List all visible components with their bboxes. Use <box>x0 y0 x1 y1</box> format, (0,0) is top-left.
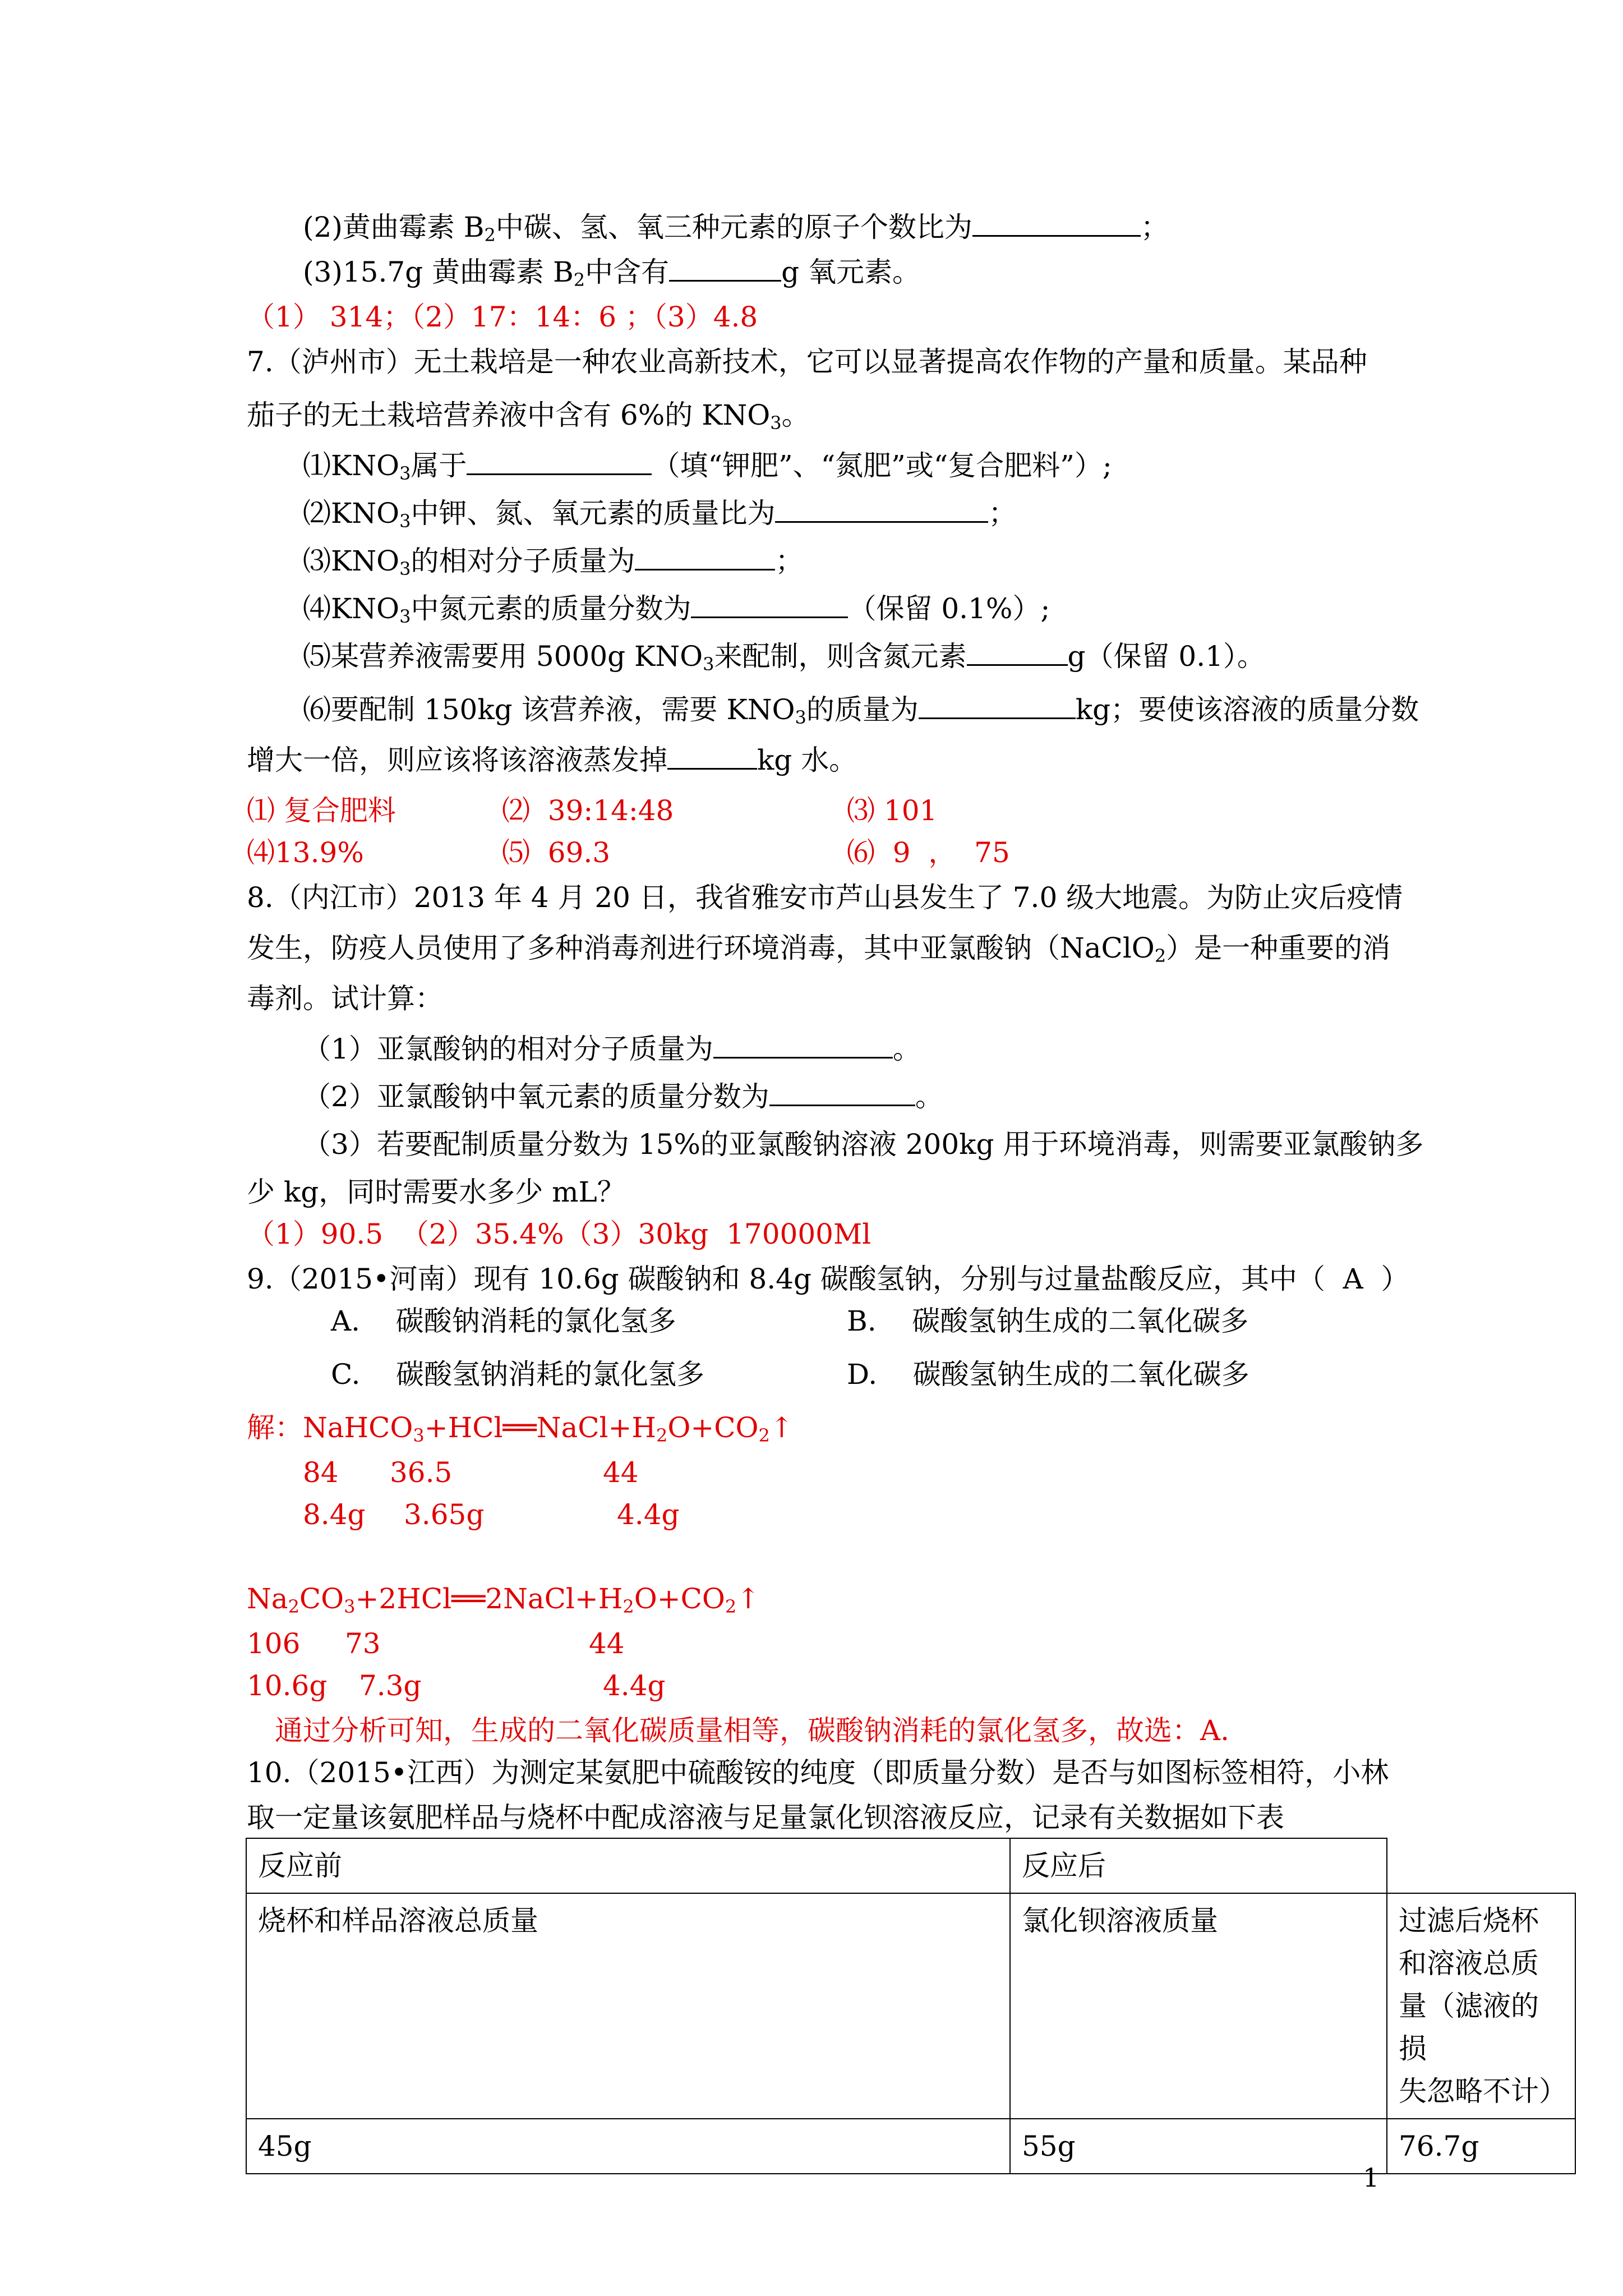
q7-part6: ⑹要配制 150kg 该营养液，需要 $KNO_3$的质量为 kg；要使该溶液的质量分数 <box>303 693 1419 728</box>
column-bacl2-mass: 氯化钡溶液质量 <box>1010 1893 1387 2119</box>
q8-part1: （1）亚氯酸钠的相对分子质量为 。 <box>303 1033 921 1065</box>
q9-option-d: D. 碳酸氢钠生成的二氧化碳多 <box>847 1358 1249 1391</box>
q10-stem-line1: 10.（2015•江西）为测定某氨肥中硫酸铵的纯度（即质量分数）是否与如图标签相符，小林 <box>247 1756 1389 1789</box>
value-cell: 55g <box>1010 2119 1387 2174</box>
answer-blank[interactable] <box>691 592 848 618</box>
q7-part3: $⑶KNO_3$的相对分子质量为 ； <box>303 545 804 579</box>
q9-ratio-2a: 106 <box>247 1627 301 1660</box>
column-after-filter: 过滤后烧杯 和溶液总质 量（滤液的损 失忽略不计） <box>1387 1893 1575 2119</box>
q8-part2: （2）亚氯酸钠中氧元素的质量分数为 。 <box>303 1080 943 1113</box>
header-cell-empty <box>1387 1838 1575 1893</box>
q9-ratio-1c: 44 <box>603 1456 639 1489</box>
q9-solution-eq2: $Na_2CO_3+2HCl══2NaCl+H_2O+CO_2↑$ <box>247 1582 760 1617</box>
header-cell-before: 反应前 <box>246 1838 1010 1893</box>
header-cell-after: 反应后 <box>1010 1838 1387 1893</box>
q7-answer-2: ⑵ 39:14:48 <box>502 794 674 827</box>
table-row <box>246 1893 1575 2119</box>
q8-part3: （3）若要配制质量分数为 15%的亚氯酸钠溶液 200kg 用于环境消毒，则需要亚氯酸钠多 <box>303 1128 1424 1161</box>
q10-stem-line2: 取一定量该氨肥样品与烧杯中配成溶液与足量氯化钡溶液反应，记录有关数据如下表 <box>247 1801 1284 1834</box>
page-number: 1 <box>1363 2162 1380 2193</box>
q7-stem-line1: 7.（泸州市）无土栽培是一种农业高新技术，它可以显著提高农作物的产量和质量。某品种 <box>247 346 1367 378</box>
answer-blank[interactable] <box>667 743 757 770</box>
q7-answer-6: ⑹ 9 ， 75 <box>847 836 1010 869</box>
q7-answer-1: ⑴ 复合肥料 <box>247 794 396 827</box>
q9-ratio-1b: 36.5 <box>390 1456 453 1489</box>
q8-stem-line3: 毒剂。试计算： <box>247 982 443 1015</box>
q7-answer-5: ⑸ 69.3 <box>502 836 611 869</box>
answer-blank[interactable] <box>635 544 775 570</box>
q9-solution-eq1: 解：$NaHCO_3+HCl══NaCl+H_2O+CO_2↑$ <box>247 1411 794 1446</box>
q9-mass-2a: 10.6g <box>247 1669 328 1702</box>
q6-part3: (3)15.7g 黄曲霉素 $B_2$中含有 g 氧元素。 <box>303 256 920 291</box>
value-cell: 76.7g <box>1387 2119 1575 2174</box>
q7-part5: ⑸某营养液需要用 5000g $KNO_3$来配制，则含氮元素 g（保留 0.1）。 <box>303 640 1265 675</box>
q9-conclusion: 通过分析可知，生成的二氧化碳质量相等，碳酸钠消耗的氯化氢多，故选：A. <box>275 1714 1230 1747</box>
answer-blank[interactable] <box>467 449 652 475</box>
answer-blank[interactable] <box>919 693 1076 719</box>
q9-option-a: A. 碳酸钠消耗的氯化氢多 <box>331 1305 676 1337</box>
q7-part6-cont: 增大一倍，则应该将该溶液蒸发掉 kg 水。 <box>247 744 857 776</box>
q7-part1: $⑴KNO_3$属于 （填“钾肥”、“氮肥”或“复合肥料”）; <box>303 449 1112 484</box>
q9-stem: 9.（2015•河南）现有 10.6g 碳酸钠和 8.4g 碳酸氢钠，分别与过量盐酸反应，其中（ A ） <box>247 1263 1409 1295</box>
q8-answer: （1）90.5 （2）35.4%（3）30kg 170000Ml <box>247 1218 872 1250</box>
answer-blank[interactable] <box>967 639 1068 666</box>
q9-option-b: B. 碳酸氢钠生成的二氧化碳多 <box>847 1305 1249 1337</box>
data-table <box>246 1838 1576 2174</box>
q9-ratio-2b: 73 <box>345 1627 381 1660</box>
column-beaker-sample-total: 烧杯和样品溶液总质量 <box>246 1893 1010 2119</box>
q6-answer: （1） 314；（2）17：14：6 ；（3）4.8 <box>247 301 758 333</box>
q9-ratio-1a: 84 <box>303 1456 339 1489</box>
q9-mass-1c: 4.4g <box>617 1498 680 1531</box>
q6-part2: (2)黄曲霉素 $B_2$中碳、氢、氧三种元素的原子个数比为 ； <box>303 211 1169 246</box>
table-row <box>246 1838 1575 1893</box>
answer-blank[interactable] <box>669 255 781 282</box>
q9-ratio-2c: 44 <box>589 1627 625 1660</box>
answer-blank[interactable] <box>713 1032 893 1059</box>
q9-mass-1a: 8.4g <box>303 1498 366 1531</box>
q8-stem-line2: 发生，防疫人员使用了多种消毒剂进行环境消毒，其中亚氯酸钠（NaClO$_2$）是一种重要的消 <box>247 932 1391 967</box>
q9-mass-2b: 7.3g <box>359 1669 422 1702</box>
q7-answer-3: ⑶ 101 <box>847 794 938 827</box>
q9-option-c: C. 碳酸氢钠消耗的氯化氢多 <box>331 1358 704 1391</box>
answer-blank[interactable] <box>972 210 1141 237</box>
q9-mass-2c: 4.4g <box>603 1669 666 1702</box>
q8-stem-line1: 8.（内江市）2013 年 4 月 20 日，我省雅安市芦山县发生了 7.0 级大地震。为防止灾后疫情 <box>247 881 1403 914</box>
q7-stem-line2: 茄子的无土栽培营养液中含有 6%的 $KNO_3$。 <box>247 399 810 434</box>
answer-blank[interactable] <box>775 496 988 523</box>
q7-answer-4: ⑷13.9% <box>247 836 364 869</box>
q9-mass-1b: 3.65g <box>404 1498 485 1531</box>
q8-part3-cont: 少 kg，同时需要水多少 mL？ <box>247 1176 625 1208</box>
value-cell: 45g <box>246 2119 1010 2174</box>
q7-part2: $⑵KNO_3$中钾、氮、氧元素的质量比为 ； <box>303 497 1017 532</box>
q7-part4: $⑷KNO_3$中氮元素的质量分数为 （保留 0.1%）; <box>303 592 1050 627</box>
answer-blank[interactable] <box>769 1080 915 1106</box>
